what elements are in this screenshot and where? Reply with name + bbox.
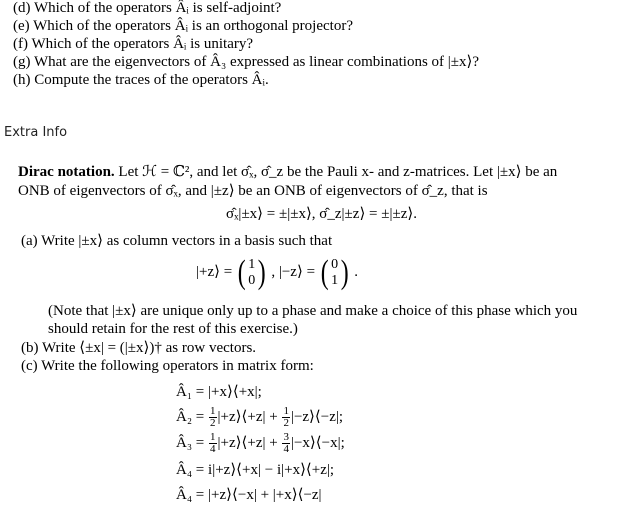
left-paren: ( xyxy=(237,253,246,291)
intro-line-1 xyxy=(18,163,557,181)
operator-a4-second xyxy=(176,486,322,504)
operator-lhs: Â₄ = xyxy=(176,462,209,478)
operator-a3 xyxy=(176,430,345,456)
intro-line-2: ONB of eigenvectors of σ̂ₓ, and |±z⟩ be an ONB of eigenvectors of σ̂_z, that is xyxy=(18,183,488,199)
fraction: $\frac{3}{4}$ xyxy=(283,431,289,456)
right-paren: ) xyxy=(340,253,349,291)
question-d: (d) Which of the operators Âᵢ is self-adjoint? xyxy=(13,0,282,16)
minus-z-label: , |−z⟩ = xyxy=(271,264,316,280)
question-g: (g) What are the eigenvectors of Â₃ expressed as linear combinations of |±x⟩? xyxy=(13,54,480,70)
operator-term: |+z⟩⟨+z| + xyxy=(217,409,282,425)
operator-term: |−x⟩⟨−x|; xyxy=(290,435,345,451)
intro-text-1: Let ℋ = ℂ², and let σ̂ₓ, σ̂_z be the Pauli x- and z-matrices. Let |±x⟩ be an xyxy=(118,164,558,180)
operator-a2 xyxy=(176,404,343,430)
operator-lhs: Â₄ = xyxy=(176,487,209,503)
part-a-note-2: should retain for the rest of this exercise.) xyxy=(48,321,298,337)
left-paren: ( xyxy=(320,253,329,291)
section-label: Extra Info xyxy=(4,125,68,140)
column-vector-minus-z xyxy=(319,253,351,291)
intro-title: Dirac notation. xyxy=(18,164,115,180)
eq-end: . xyxy=(354,264,358,280)
fraction: $\frac{1}{2}$ xyxy=(210,405,216,430)
operator-rhs: i|+z⟩⟨+x| − i|+x⟩⟨+z|; xyxy=(208,462,335,478)
eigen-equation: σ̂ₓ|±x⟩ = ±|±x⟩, σ̂_z|±z⟩ = ±|±z⟩. xyxy=(226,206,417,222)
operator-term: |−z⟩⟨−z|; xyxy=(290,409,344,425)
question-e: (e) Which of the operators Âᵢ is an orthogonal projector? xyxy=(13,18,353,34)
operator-a4 xyxy=(176,461,334,479)
part-c-text: (c) Write the following operators in matrix form: xyxy=(21,358,314,374)
fraction: $\frac{1}{2}$ xyxy=(283,405,289,430)
fraction: $\frac{1}{4}$ xyxy=(210,431,216,456)
operator-a1 xyxy=(176,383,262,401)
vec1-top: 1 xyxy=(248,256,256,272)
vec1-bottom: 0 xyxy=(248,272,256,288)
operator-term: |+z⟩⟨+z| + xyxy=(217,435,282,451)
part-a-text: (a) Write |±x⟩ as column vectors in a basis such that xyxy=(21,233,333,249)
vec2-top: 0 xyxy=(331,256,339,272)
operator-lhs: Â₂ = xyxy=(176,409,209,425)
column-vector-plus-z xyxy=(236,253,268,291)
basis-equation xyxy=(196,254,358,290)
operator-lhs: Â₁ = xyxy=(176,384,209,400)
question-f: (f) Which of the operators Âᵢ is unitary? xyxy=(13,36,254,52)
operator-rhs: |+z⟩⟨−x| + |+x⟩⟨−z| xyxy=(208,487,322,503)
operator-lhs: Â₃ = xyxy=(176,435,209,451)
part-a-note-1: (Note that |±x⟩ are unique only up to a phase and make a choice of this phase which you xyxy=(48,303,578,319)
right-paren: ) xyxy=(257,253,266,291)
plus-z-label: |+z⟩ = xyxy=(196,264,233,280)
operator-rhs: |+x⟩⟨+x|; xyxy=(208,384,262,400)
part-b-text: (b) Write ⟨±x| = (|±x⟩)† as row vectors. xyxy=(21,340,257,356)
vec2-bottom: 1 xyxy=(331,272,339,288)
question-h: (h) Compute the traces of the operators Âᵢ. xyxy=(13,72,269,88)
